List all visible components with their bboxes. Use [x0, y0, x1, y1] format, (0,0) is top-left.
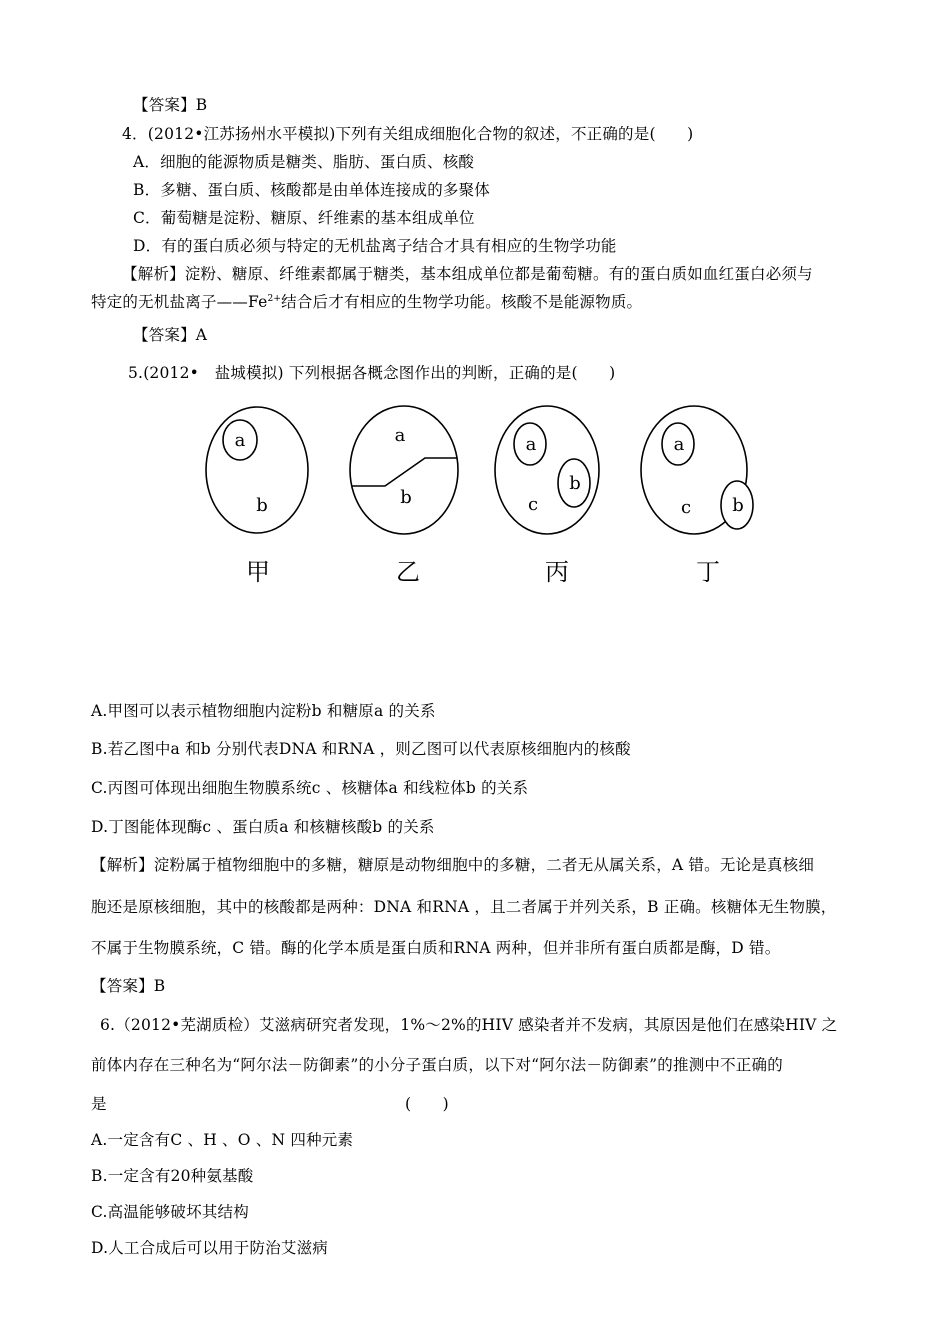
diagram-caption-ding: 丁: [696, 558, 720, 586]
diagram-yi-label-a: a: [394, 425, 406, 446]
q6-option-c: C.高温能够破坏其结构: [91, 1203, 249, 1221]
diagram-caption-bing: 丙: [545, 558, 569, 586]
q4-analysis-text-pre: 特定的无机盐离子——Fe: [91, 293, 268, 311]
q6-stem-line-1: 6.（2012•芜湖质检）艾滋病研究者发现，1%～2%的HIV 感染者并不发病，其原因是他们在感染HIV 之: [100, 1016, 838, 1034]
q4-analysis-line-1: 【解析】淀粉、糖原、纤维素都属于糖类，基本组成单位都是葡萄糖。有的蛋白质如血红蛋白必须与: [122, 265, 813, 283]
q5-analysis-line-2: 胞还是原核细胞，其中的核酸都是两种：DNA 和RNA ，且二者属于并列关系，B 正确。核糖体无生物膜，: [91, 898, 837, 916]
q4-option-c: C．葡萄糖是淀粉、糖原、纤维素的基本组成单位: [133, 209, 475, 227]
diagram-caption-yi: 乙: [396, 558, 420, 586]
q4-analysis-line-2: [91, 292, 642, 312]
q5-option-c: C.丙图可体现出细胞生物膜系统c 、核糖体a 和线粒体b 的关系: [91, 779, 529, 797]
q6-option-d: D.人工合成后可以用于防治艾滋病: [91, 1239, 329, 1257]
diagram-bing-outer: [495, 406, 599, 534]
q6-option-a: A.一定含有C 、H 、O 、N 四种元素: [91, 1131, 354, 1149]
concept-diagrams: [0, 400, 950, 600]
q4-option-a: A．细胞的能源物质是糖类、脂肪、蛋白质、核酸: [133, 153, 475, 171]
diagram-yi-divider: [352, 458, 457, 486]
q5-analysis-line-1: 【解析】淀粉属于植物细胞中的多糖，糖原是动物细胞中的多糖，二者无从属关系，A 错。无论是真核细: [91, 856, 815, 874]
q4-analysis-text-post: 结合后才有相应的生物学功能。核酸不是能源物质。: [281, 293, 643, 311]
q5-option-d: D.丁图能体现酶c 、蛋白质a 和核糖核酸b 的关系: [91, 818, 435, 836]
q4-answer: 【答案】A: [133, 326, 208, 344]
q5-analysis-line-3: 不属于生物膜系统，C 错。酶的化学本质是蛋白质和RNA 两种，但并非所有蛋白质都是酶，D 错。: [91, 939, 781, 957]
diagram-jia-label-b: b: [256, 495, 268, 516]
diagram-bing-label-a: a: [525, 434, 537, 455]
q4-option-d: D．有的蛋白质必须与特定的无机盐离子结合才具有相应的生物学功能: [133, 237, 617, 255]
q6-option-b: B.一定含有20种氨基酸: [91, 1167, 254, 1185]
q6-stem-line-2: 前体内存在三种名为“阿尔法－防御素”的小分子蛋白质，以下对“阿尔法－防御素”的推测中不正确的: [91, 1056, 783, 1074]
diagram-jia-label-a: a: [234, 430, 246, 451]
diagram-bing-label-c: c: [527, 494, 539, 515]
diagram-bing-label-b: b: [569, 473, 581, 494]
q3-answer: 【答案】B: [133, 96, 208, 114]
diagram-yi-label-b: b: [400, 487, 412, 508]
q4-option-b: B．多糖、蛋白质、核酸都是由单体连接成的多聚体: [133, 181, 490, 199]
diagram-ding-label-c: c: [680, 497, 692, 518]
q4-analysis-superscript: 2+: [267, 293, 282, 304]
q5-answer: 【答案】B: [91, 977, 166, 995]
q6-stem-line-3: 是 ( ): [91, 1095, 449, 1113]
diagram-ding-label-b: b: [732, 495, 744, 516]
q5-stem: 5.(2012• 盐城模拟) 下列根据各概念图作出的判断，正确的是( ): [128, 364, 616, 382]
diagram-caption-jia: 甲: [246, 558, 270, 586]
diagram-ding-label-a: a: [673, 434, 685, 455]
q5-option-b: B.若乙图中a 和b 分别代表DNA 和RNA ，则乙图可以代表原核细胞内的核酸: [91, 740, 631, 758]
q5-option-a: A.甲图可以表示植物细胞内淀粉b 和糖原a 的关系: [91, 702, 436, 720]
q4-stem: 4．(2012•江苏扬州水平模拟)下列有关组成细胞化合物的叙述，不正确的是( ): [122, 125, 694, 143]
